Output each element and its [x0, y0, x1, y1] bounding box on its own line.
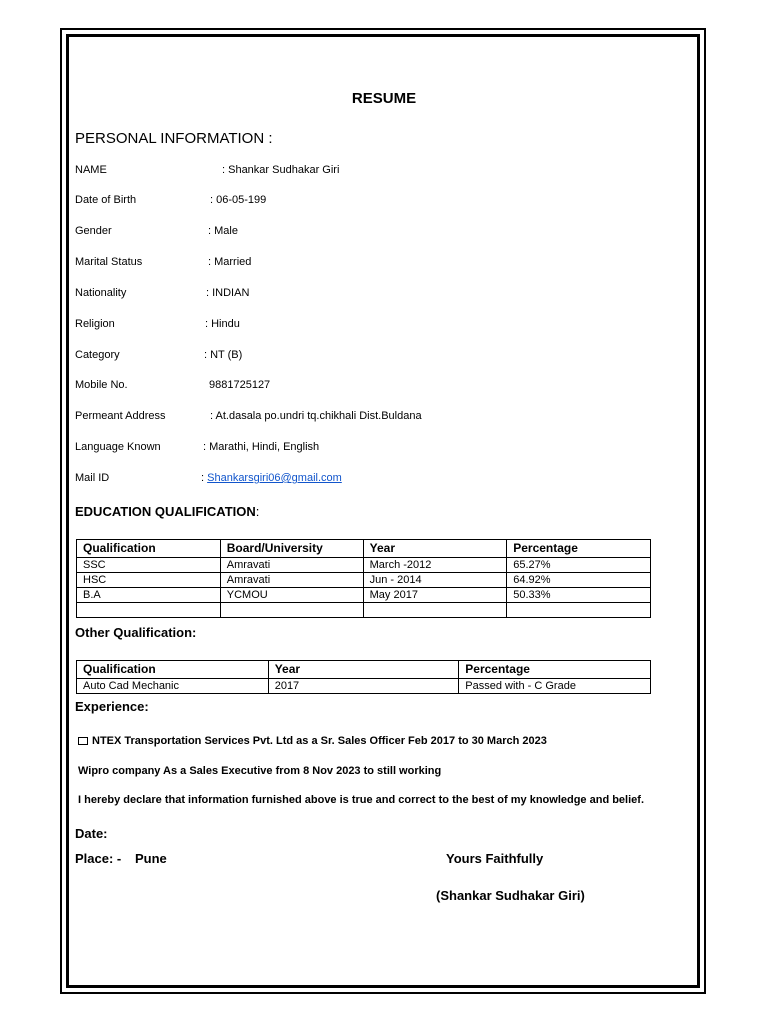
cell-year [363, 603, 507, 618]
cell-percentage: 50.33% [507, 588, 651, 603]
cell-board: Amravati [220, 558, 363, 573]
cell-percentage [507, 603, 651, 618]
cell-qualification: HSC [77, 573, 221, 588]
cell-board: YCMOU [220, 588, 363, 603]
field-value-name: : Shankar Sudhakar Giri [222, 164, 340, 176]
experience-heading: Experience: [75, 699, 149, 714]
field-label-dob: Date of Birth [75, 194, 137, 206]
field-value-language: : Marathi, Hindi, English [203, 441, 320, 453]
field-label-name: NAME [75, 164, 107, 176]
cell-percentage: 64.92% [507, 573, 651, 588]
cell-percentage: 65.27% [507, 558, 651, 573]
header-percentage: Percentage [459, 661, 651, 679]
experience-line-1-text: NTEX Transportation Services Pvt. Ltd as a Sr. Sales Officer Feb 2017 to 30 March 2023 [92, 735, 547, 747]
header-year: Year [268, 661, 459, 679]
field-label-mobile: Mobile No. [75, 379, 128, 391]
field-value-marital: : Married [208, 256, 252, 268]
cell-qualification: SSC [77, 558, 221, 573]
place-label: Place: - [75, 851, 122, 866]
field-label-nationality: Nationality [75, 287, 127, 299]
field-label-category: Category [75, 349, 120, 361]
field-value-gender: : Male [208, 225, 238, 237]
other-qualification-table [76, 660, 651, 694]
header-board: Board/University [220, 540, 363, 558]
other-qualification-heading: Other Qualification: [75, 625, 197, 640]
email-link[interactable]: Shankarsgiri06@gmail.com [207, 472, 342, 484]
place-value: Pune [135, 851, 167, 866]
resume-title: RESUME [351, 90, 417, 107]
signature-name: (Shankar Sudhakar Giri) [436, 888, 585, 903]
date-label: Date: [75, 826, 108, 841]
field-label-gender: Gender [75, 225, 112, 237]
table-row [77, 679, 651, 694]
cell-year: Jun - 2014 [363, 573, 507, 588]
table-row [77, 588, 651, 603]
personal-info-heading: PERSONAL INFORMATION : [75, 130, 273, 147]
table-row [77, 558, 651, 573]
table-header-row [77, 540, 651, 558]
field-value-religion: : Hindu [205, 318, 240, 330]
table-row-empty [77, 603, 651, 618]
cell-board: Amravati [220, 573, 363, 588]
field-value-mobile: 9881725127 [209, 379, 271, 391]
experience-line-1 [78, 735, 547, 747]
declaration-text: I hereby declare that information furnished above is true and correct to the best of my knowledge and belief. [78, 794, 645, 806]
cell-board [220, 603, 363, 618]
cell-year: 2017 [268, 679, 459, 694]
experience-line-2: Wipro company As a Sales Executive from 8 Nov 2023 to still working [78, 765, 442, 777]
education-table [76, 539, 651, 618]
field-value-category: : NT (B) [204, 349, 243, 361]
field-label-language: Language Known [75, 441, 161, 453]
education-heading-colon: : [255, 504, 260, 519]
cell-percentage: Passed with - C Grade [459, 679, 651, 694]
table-row [77, 573, 651, 588]
header-percentage: Percentage [507, 540, 651, 558]
field-value-nationality: : INDIAN [206, 287, 250, 299]
table-header-row [77, 661, 651, 679]
field-label-mail: Mail ID [75, 472, 110, 484]
cell-year: March -2012 [363, 558, 507, 573]
field-label-marital: Marital Status [75, 256, 143, 268]
header-year: Year [363, 540, 507, 558]
bullet-icon [78, 737, 88, 745]
field-label-address: Permeant Address [75, 410, 166, 422]
cell-qualification: Auto Cad Mechanic [77, 679, 269, 694]
field-value-dob: : 06-05-199 [210, 194, 267, 206]
cell-year: May 2017 [363, 588, 507, 603]
cell-qualification [77, 603, 221, 618]
closing-text: Yours Faithfully [446, 851, 544, 866]
header-qualification: Qualification [77, 540, 221, 558]
field-value-address: : At.dasala po.undri tq.chikhali Dist.Buldana [210, 410, 422, 422]
field-value-mail [201, 472, 342, 484]
field-label-religion: Religion [75, 318, 115, 330]
cell-qualification: B.A [77, 588, 221, 603]
header-qualification: Qualification [77, 661, 269, 679]
education-heading [75, 504, 259, 519]
mail-prefix: : [201, 472, 208, 484]
education-heading-text: EDUCATION QUALIFICATION [75, 504, 256, 519]
